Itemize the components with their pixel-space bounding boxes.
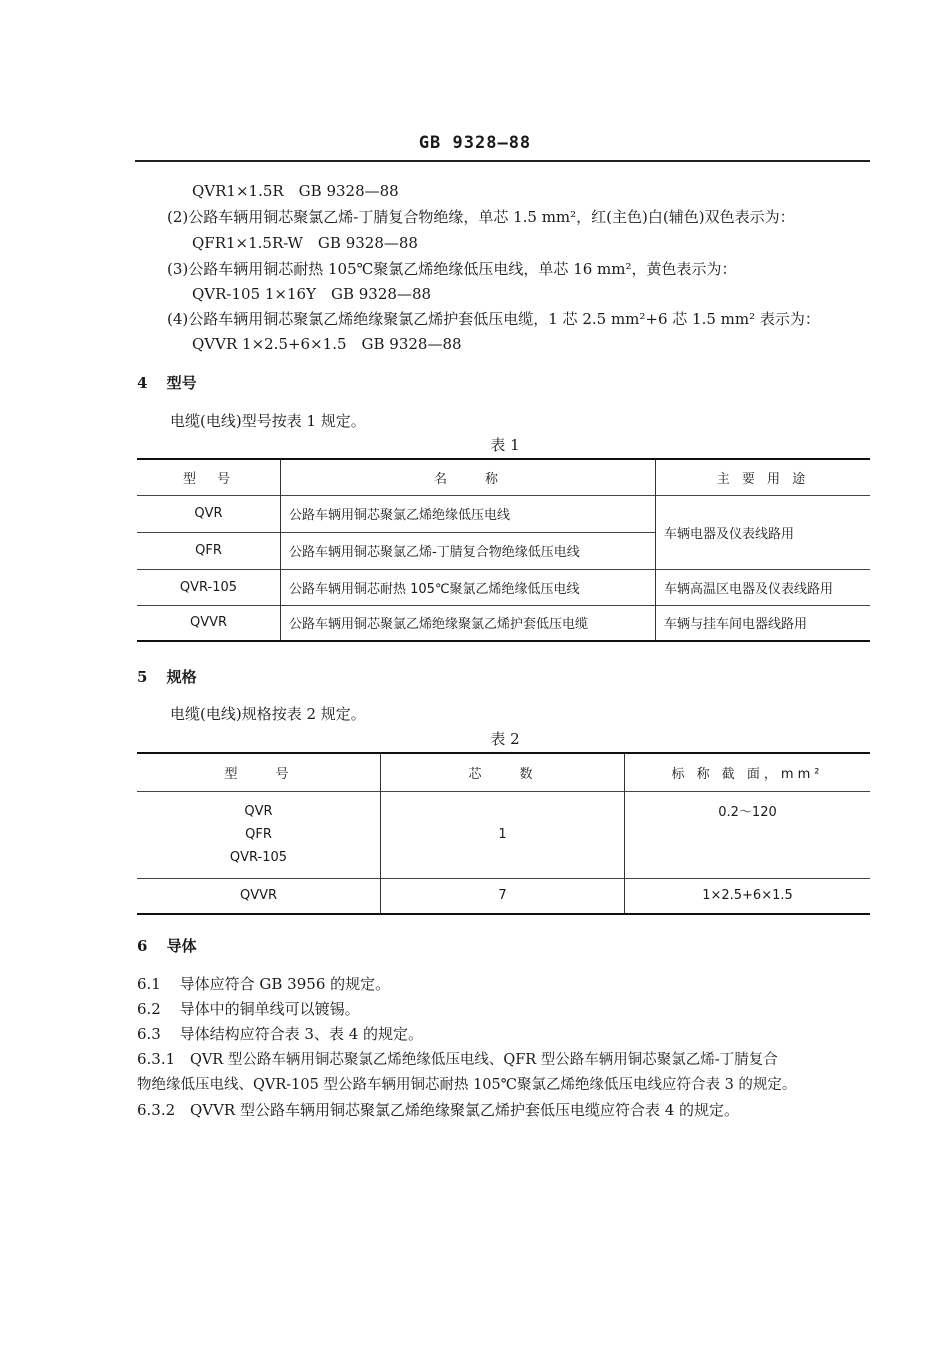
table-2 — [137, 752, 870, 915]
table-2-caption: 表 2 — [490, 730, 520, 748]
table-2-cell-section: 1×2.5+6×1.5 — [625, 878, 871, 914]
clause-number: 6.1 — [137, 975, 161, 993]
section-6-number: 6 — [137, 937, 148, 955]
table-1-header-row — [137, 459, 870, 495]
table-2-model: QVR-105 — [229, 850, 288, 865]
example-line-2: (2)公路车辆用铜芯聚氯乙烯-丁腈复合物绝缘，单芯 1.5 mm²，红(主色)白(辅色)双色表示为： — [167, 208, 795, 226]
clause-text: QVVR 型公路车辆用铜芯聚氯乙烯绝缘聚氯乙烯护套低压电缆应符合表 4 的规定。 — [189, 1101, 740, 1119]
example-line-3: QFR1×1.5R-W GB 9328—88 — [192, 234, 418, 252]
table-row — [137, 569, 870, 605]
section-5-text: 电缆(电线)规格按表 2 规定。 — [170, 705, 366, 723]
clause-number: 6.3 — [137, 1025, 161, 1043]
table-1 — [137, 458, 870, 642]
table-1-cell-model: QVVR — [137, 605, 281, 641]
clause-6-1 — [137, 973, 390, 994]
example-line-7: QVVR 1×2.5+6×1.5 GB 9328—88 — [192, 335, 462, 353]
example-line-1: QVR1×1.5R GB 9328—88 — [192, 182, 399, 200]
table-2-model: QFR — [245, 827, 272, 842]
clause-text: QVR 型公路车辆用铜芯聚氯乙烯绝缘低压电线、QFR 型公路车辆用铜芯聚氯乙烯-丁腈复合 — [189, 1052, 778, 1068]
table-1-cell-model: QFR — [137, 532, 281, 569]
section-4-text: 电缆(电线)型号按表 1 规定。 — [170, 412, 366, 430]
table-1-header-name: 名 称 — [281, 459, 656, 495]
section-5-number: 5 — [137, 668, 148, 686]
table-1-cell-name: 公路车辆用铜芯耐热 105℃聚氯乙烯绝缘低压电线 — [281, 569, 656, 605]
section-6-title: 导体 — [166, 937, 197, 955]
table-1-cell-usage: 车辆高温区电器及仪表线路用 — [656, 569, 871, 605]
table-2-cell-section: 0.2～120 — [625, 791, 871, 878]
table-1-cell-name: 公路车辆用铜芯聚氯乙烯绝缘聚氯乙烯护套低压电缆 — [281, 605, 656, 641]
table-row — [137, 605, 870, 641]
example-line-5: QVR-105 1×16Y GB 9328—88 — [192, 285, 432, 303]
table-2-header-model: 型 号 — [137, 753, 381, 791]
clause-6-3-1 — [137, 1048, 778, 1069]
table-2-model: QVR — [244, 804, 273, 819]
table-2-header-section: 标 称 截 面，mm² — [625, 753, 871, 791]
clause-text: 导体应符合 GB 3956 的规定。 — [179, 975, 391, 993]
table-2-header-cores: 芯 数 — [381, 753, 625, 791]
section-4-heading — [137, 372, 197, 393]
table-2-cell-cores: 7 — [381, 878, 625, 914]
table-2-cell-models — [137, 791, 381, 878]
section-5-heading — [137, 666, 197, 687]
example-line-4: (3)公路车辆用铜芯耐热 105℃聚氯乙烯绝缘低压电线，单芯 16 mm²，黄色表示为： — [167, 260, 737, 278]
section-4-number: 4 — [137, 374, 148, 392]
table-1-cell-model: QVR — [137, 495, 281, 532]
clause-text: 导体结构应符合表 3、表 4 的规定。 — [179, 1025, 424, 1043]
table-1-cell-name: 公路车辆用铜芯聚氯乙烯-丁腈复合物绝缘低压电线 — [281, 532, 656, 569]
table-row — [137, 495, 870, 532]
section-5-title: 规格 — [166, 668, 197, 686]
clause-number: 6.2 — [137, 1000, 161, 1018]
table-1-cell-usage: 车辆与挂车间电器线路用 — [656, 605, 871, 641]
document-header: GB 9328—88 — [418, 133, 532, 153]
clause-6-3-1-continued: 物绝缘低压电线、QVR-105 型公路车辆用铜芯耐热 105℃聚氯乙烯绝缘低压电线应符合表 3 的规定。 — [137, 1077, 797, 1093]
table-1-cell-model: QVR-105 — [137, 569, 281, 605]
table-2-header-row — [137, 753, 870, 791]
section-6-heading — [137, 935, 197, 956]
clause-6-3-2 — [137, 1099, 739, 1120]
table-2-cell-cores: 1 — [381, 791, 625, 878]
section-4-title: 型号 — [166, 374, 197, 392]
clause-number: 6.3.2 — [137, 1101, 176, 1119]
header-rule — [135, 160, 870, 162]
table-row — [137, 878, 870, 914]
example-line-6: (4)公路车辆用铜芯聚氯乙烯绝缘聚氯乙烯护套低压电缆，1 芯 2.5 mm²+6 芯 1.5 mm² 表示为： — [167, 310, 820, 328]
clause-number: 6.3.1 — [137, 1050, 176, 1068]
table-1-caption: 表 1 — [490, 436, 520, 454]
clause-6-2 — [137, 998, 360, 1019]
table-row — [137, 791, 870, 878]
table-2-cell-model: QVVR — [137, 878, 381, 914]
table-1-cell-name: 公路车辆用铜芯聚氯乙烯绝缘低压电线 — [281, 495, 656, 532]
table-1-header-usage: 主 要 用 途 — [656, 459, 871, 495]
clause-text: 导体中的铜单线可以镀锡。 — [179, 1000, 360, 1018]
table-1-header-model: 型 号 — [137, 459, 281, 495]
table-1-cell-usage: 车辆电器及仪表线路用 — [656, 495, 871, 569]
clause-6-3 — [137, 1023, 423, 1044]
